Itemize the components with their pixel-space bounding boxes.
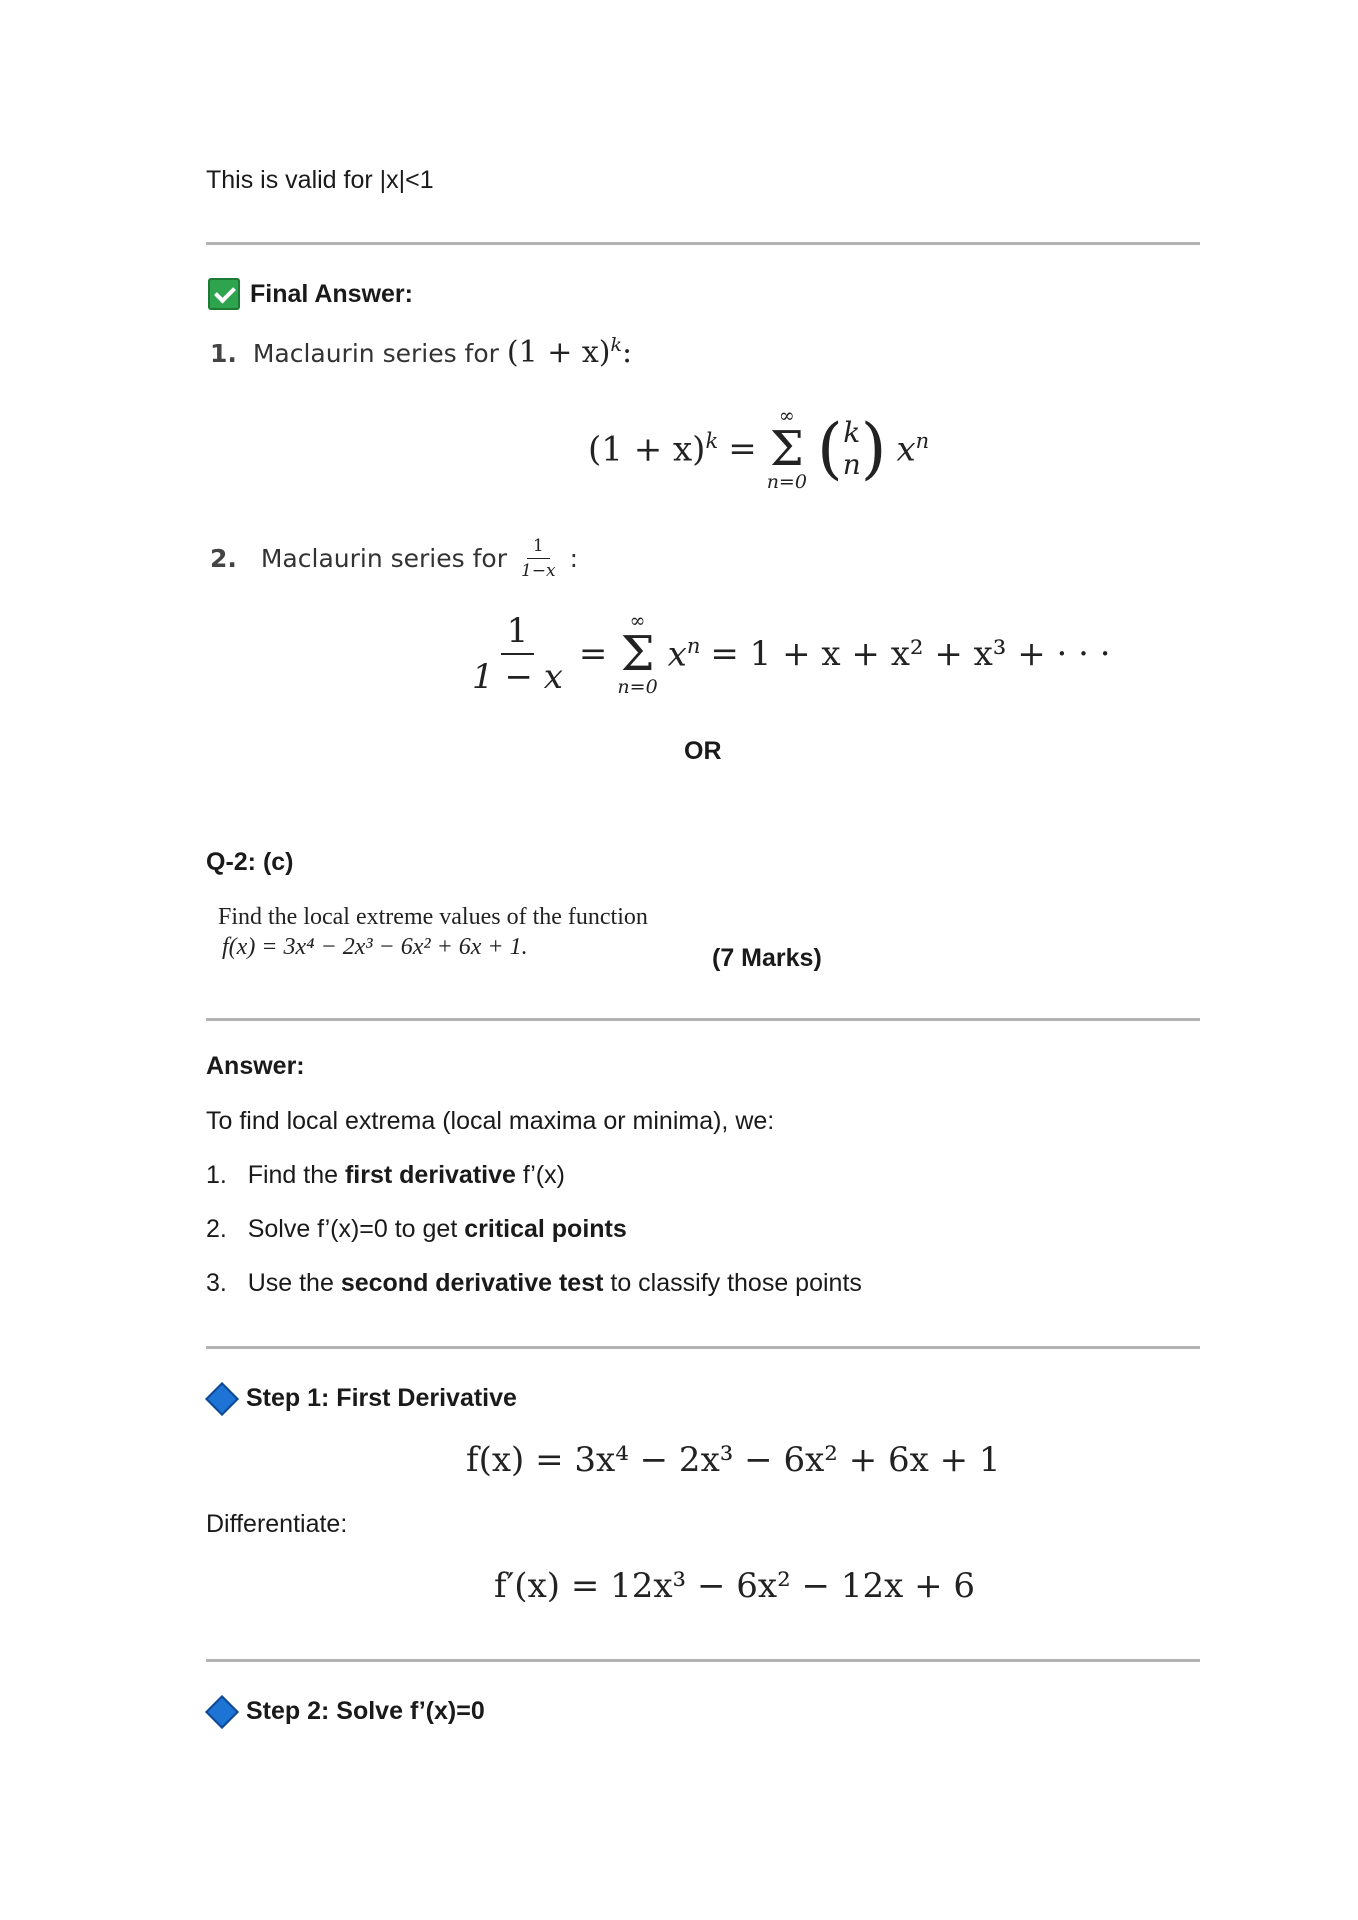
- diamond-icon: [205, 1695, 239, 1729]
- geometric-series-equation: $\frac{1}{1 - x}$ = ∞ Σ n=0 $x^n$ = 1 + x + x² + x³ + · · ·: [466, 610, 1111, 698]
- item2-label: 2. Maclaurin series for $\frac{1}{1-x}$ :: [210, 536, 579, 581]
- function-equation: f(x) = 3x⁴ − 2x³ − 6x² + 6x + 1: [466, 1440, 1001, 1480]
- summation-symbol: ∞ Σ n=0: [766, 405, 807, 493]
- step-list-item: 1. Find the first derivative f’(x): [206, 1161, 565, 1189]
- derivative-equation: f′(x) = 12x³ − 6x² − 12x + 6: [494, 1566, 975, 1606]
- checkmark-icon: [208, 278, 240, 310]
- differentiate-label: Differentiate:: [206, 1510, 348, 1538]
- question-line1: Find the local extreme values of the function: [218, 904, 648, 930]
- item1-label: 1. Maclaurin series for $(1 + x)^k$:: [210, 334, 633, 370]
- divider: [206, 242, 1200, 245]
- question-id: Q-2: (c): [206, 848, 294, 876]
- binomial-series-equation: $(1 + x)^k$ = ∞ Σ n=0 ( k n ) $x^n$: [588, 405, 930, 493]
- summation-symbol: ∞ Σ n=0: [617, 610, 658, 698]
- binomial-coefficient: ( k n ): [816, 410, 887, 487]
- geometric-fraction: $\frac{1}{1 - x}$: [472, 611, 563, 697]
- item1-expr: (1 + x): [506, 335, 611, 370]
- diamond-icon: [205, 1382, 239, 1416]
- divider: [206, 1659, 1200, 1662]
- or-label: OR: [684, 737, 722, 765]
- answer-heading: Answer:: [206, 1052, 305, 1080]
- divider: [206, 1018, 1200, 1021]
- final-answer-label: Final Answer:: [250, 279, 413, 308]
- question-function: f(x) = 3x⁴ − 2x³ − 6x² + 6x + 1.: [222, 934, 528, 960]
- question-marks: (7 Marks): [712, 944, 822, 972]
- final-answer-heading: [208, 278, 413, 310]
- step2-heading: Step 2: Solve f’(x)=0: [210, 1697, 485, 1726]
- answer-intro: To find local extrema (local maxima or minima), we:: [206, 1107, 775, 1135]
- validity-note: This is valid for |x|<1: [206, 166, 434, 194]
- step1-heading: Step 1: First Derivative: [210, 1384, 517, 1413]
- item2-fraction: $\frac{1}{1-x}$: [520, 536, 556, 581]
- step-list-item: 3. Use the second derivative test to classify those points: [206, 1269, 862, 1297]
- step-list-item: 2. Solve f’(x)=0 to get critical points: [206, 1215, 627, 1243]
- divider: [206, 1346, 1200, 1349]
